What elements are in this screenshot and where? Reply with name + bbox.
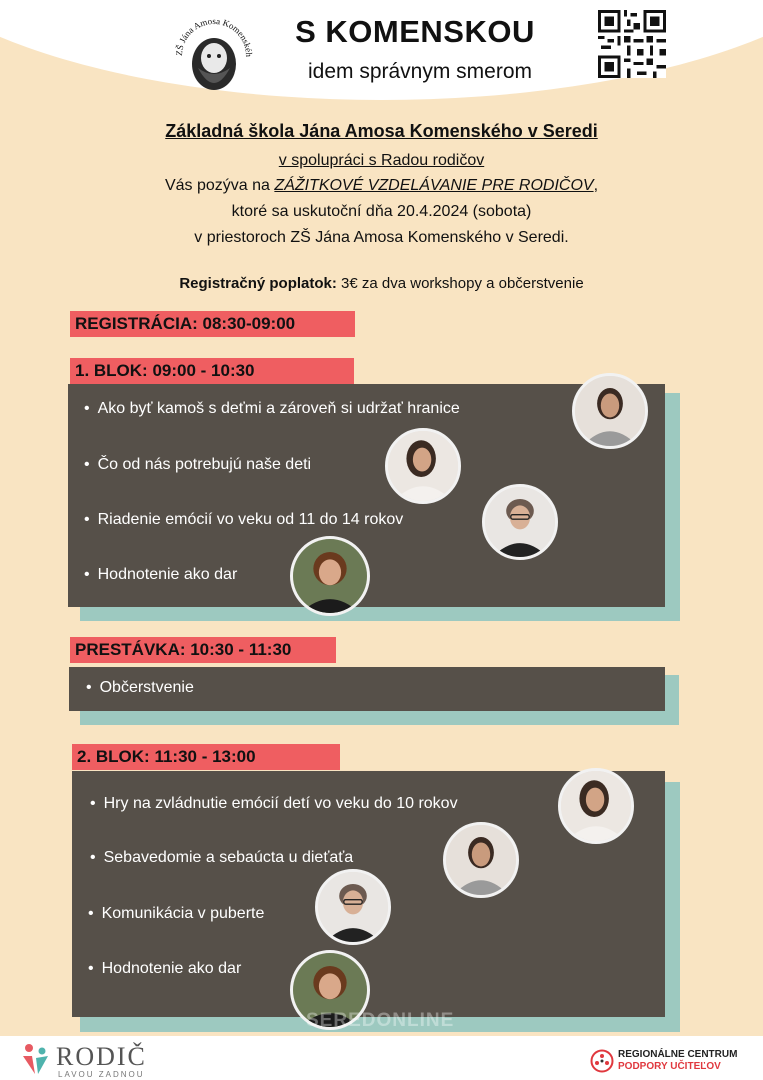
bullet: • — [88, 905, 94, 922]
list-item-label: Čo od nás potrebujú naše deti — [97, 456, 312, 473]
rodic-logo-text: RODIČ — [56, 1042, 147, 1071]
cooperation-line: v spolupráci s Radou rodičov — [278, 152, 485, 169]
speaker-photo — [443, 822, 519, 898]
rodic-logo-subtext: LAVOU ZADNOU — [58, 1070, 145, 1079]
registration-fee — [0, 275, 763, 292]
list-item — [90, 849, 353, 867]
list-item — [84, 511, 403, 529]
qr-code-icon[interactable] — [598, 10, 666, 78]
date-line: ktoré sa uskutoční dňa 20.4.2024 (sobota) — [231, 203, 532, 220]
school-name: Základná škola Jána Amosa Komenského v Seredi — [165, 121, 598, 141]
bullet: • — [88, 960, 94, 977]
bullet: • — [86, 679, 92, 696]
list-item-label: Komunikácia v puberte — [101, 905, 265, 922]
rodic-logo — [20, 1042, 147, 1080]
block2-tag: 2. BLOK: 11:30 - 13:00 — [72, 744, 340, 770]
watermark: SEREDONLINE — [306, 1010, 455, 1031]
page-subtitle: idem správnym smerom — [307, 60, 533, 83]
bullet: • — [84, 566, 90, 583]
list-item — [88, 960, 241, 978]
list-item-label: Riadenie emócií vo veku od 11 do 14 rokov — [97, 511, 404, 528]
list-item-label: Ako byť kamoš s deťmi a zároveň si udržať hranice — [97, 400, 460, 417]
bullet: • — [84, 400, 90, 417]
speaker-photo — [482, 484, 558, 560]
invite-event: ZÁŽITKOVÉ VZDELÁVANIE PRE RODIČOV — [274, 177, 594, 194]
family-icon — [20, 1042, 54, 1076]
invite-prefix: Vás pozýva na — [164, 177, 275, 194]
page-title: S KOMENSKOU — [295, 14, 535, 49]
list-item — [84, 566, 237, 584]
list-item-label: Hry na zvládnutie emócií detí vo veku do 10 rokov — [103, 795, 458, 812]
list-item-label: Sebavedomie a sebaúcta u dieťaťa — [103, 849, 354, 866]
invite-line — [0, 177, 763, 195]
list-item — [90, 795, 458, 813]
speaker-photo — [385, 428, 461, 504]
rcpu-line2: PODPORY UČITEĽOV — [618, 1061, 721, 1072]
list-item — [84, 400, 460, 418]
list-item — [86, 679, 194, 697]
speaker-photo — [558, 768, 634, 844]
list-item-label: Hodnotenie ako dar — [97, 566, 238, 583]
speaker-photo — [572, 373, 648, 449]
rcpu-logo — [590, 1049, 738, 1078]
list-item-label: Občerstvenie — [99, 679, 194, 696]
bullet: • — [90, 849, 96, 866]
list-item — [88, 905, 264, 923]
speaker-photo — [315, 869, 391, 945]
seal-text: ZŠ Jána Amosa Komenskéh — [173, 15, 255, 58]
place-line: v priestoroch ZŠ Jána Amosa Komenského v Seredi. — [194, 229, 569, 246]
network-circle-icon — [590, 1049, 614, 1073]
fee-label: Registračný poplatok: — [179, 275, 337, 292]
break-tag: PRESTÁVKA: 10:30 - 11:30 — [70, 637, 336, 663]
bullet: • — [84, 511, 90, 528]
bullet: • — [84, 456, 90, 473]
invite-suffix: , — [593, 177, 599, 194]
speaker-photo — [290, 536, 370, 616]
fee-text: 3€ za dva workshopy a občerstvenie — [336, 275, 584, 292]
rcpu-line1: REGIONÁLNE CENTRUM — [618, 1049, 738, 1060]
block1-tag: 1. BLOK: 09:00 - 10:30 — [70, 358, 354, 384]
school-seal-logo — [168, 6, 260, 98]
list-item-label: Hodnotenie ako dar — [101, 960, 242, 977]
list-item — [84, 456, 311, 474]
bullet: • — [90, 795, 96, 812]
registration-time-tag: REGISTRÁCIA: 08:30-09:00 — [70, 311, 355, 337]
